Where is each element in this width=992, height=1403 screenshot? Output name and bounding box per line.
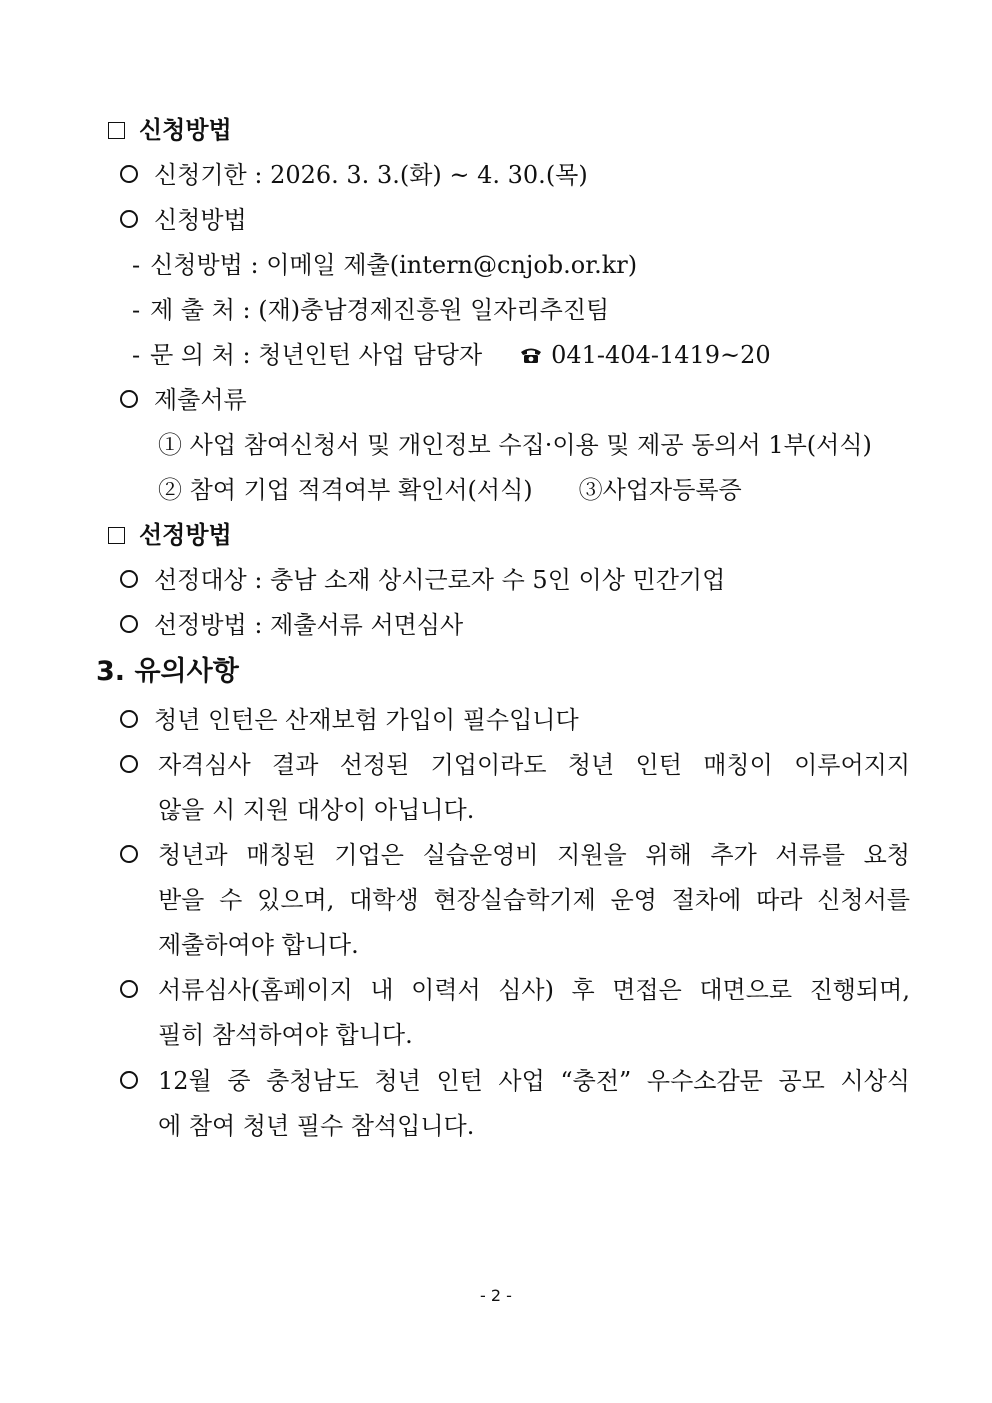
circle-bullet-icon <box>120 570 138 588</box>
note-item-2-line-2: 않을 시 지원 대상이 아닙니다. <box>158 796 475 824</box>
apply-method-contact: - 문 의 처 : 청년인턴 사업 담당자 041-404-1419~20 <box>132 341 771 369</box>
section-heading-apply: 신청방법 <box>108 115 232 145</box>
select-method: 선정방법 : 제출서류 서면심사 <box>120 610 463 640</box>
contact-phone: 041-404-1419~20 <box>551 341 771 369</box>
circle-bullet-icon <box>120 845 138 863</box>
apply-doc-item-3: ③사업자등록증 <box>578 476 742 504</box>
apply-method-title: 신청방법 <box>120 205 247 235</box>
note-item-2-line-1: 자격심사 결과 선정된 기업이라도 청년 인턴 매칭이 이루어지지 <box>158 751 910 779</box>
select-target: 선정대상 : 충남 소재 상시근로자 수 5인 이상 민간기업 <box>120 565 725 595</box>
apply-doc-item-1: ① 사업 참여신청서 및 개인정보 수집·이용 및 제공 동의서 1부(서식) <box>158 431 872 459</box>
dash-bullet: - <box>132 296 141 324</box>
section-heading-notes: 3. 유의사항 <box>96 656 239 687</box>
square-bullet-icon <box>108 527 125 544</box>
note-item-3-line-1: 청년과 매칭된 기업은 실습운영비 지원을 위해 추가 서류를 요청 <box>158 841 910 869</box>
note-item-5-line-1: 12월 중 충청남도 청년 인턴 사업 “충전” 우수소감문 공모 시상식 <box>158 1067 910 1095</box>
circle-bullet-icon <box>120 980 138 998</box>
note-item-5-line-2: 에 참여 청년 필수 참석입니다. <box>158 1112 475 1140</box>
note-item-3-line-3: 제출하여야 합니다. <box>158 931 359 959</box>
circle-bullet-icon <box>120 1071 138 1089</box>
apply-doc-item-2: ② 참여 기업 적격여부 확인서(서식) ③사업자등록증 <box>158 476 742 504</box>
note-item-4-line-1: 서류심사(홈페이지 내 이력서 심사) 후 면접은 대면으로 진행되며, <box>158 976 910 1004</box>
circle-bullet-icon <box>120 165 138 183</box>
note-item-4-line-2: 필히 참석하여야 합니다. <box>158 1021 413 1049</box>
circle-bullet-icon-row <box>120 1066 154 1096</box>
apply-method-submit-to: - 제 출 처 : (재)충남경제진흥원 일자리추진팀 <box>132 296 610 324</box>
circle-bullet-icon <box>120 615 138 633</box>
circle-bullet-icon-row <box>120 975 154 1005</box>
dash-bullet: - <box>132 341 141 369</box>
dash-bullet: - <box>132 251 141 279</box>
circle-bullet-icon <box>120 390 138 408</box>
section-heading-select: 선정방법 <box>108 520 232 550</box>
circle-bullet-icon-row <box>120 750 154 780</box>
circle-bullet-icon <box>120 710 138 728</box>
circle-bullet-icon <box>120 210 138 228</box>
apply-deadline: 신청기한 : 2026. 3. 3.(화) ~ 4. 30.(목) <box>120 160 588 190</box>
telephone-icon <box>519 346 543 364</box>
note-item-1: 청년 인턴은 산재보험 가입이 필수입니다 <box>120 705 579 735</box>
note-item-3-line-2: 받을 수 있으며, 대학생 현장실습학기제 운영 절차에 따라 신청서를 <box>158 886 910 914</box>
page-number: - 2 - <box>480 1286 512 1305</box>
apply-docs-title: 제출서류 <box>120 385 247 415</box>
circle-bullet-icon <box>120 755 138 773</box>
square-bullet-icon <box>108 122 125 139</box>
apply-method-email: - 신청방법 : 이메일 제출(intern@cnjob.or.kr) <box>132 251 638 279</box>
circle-bullet-icon-row <box>120 840 154 870</box>
